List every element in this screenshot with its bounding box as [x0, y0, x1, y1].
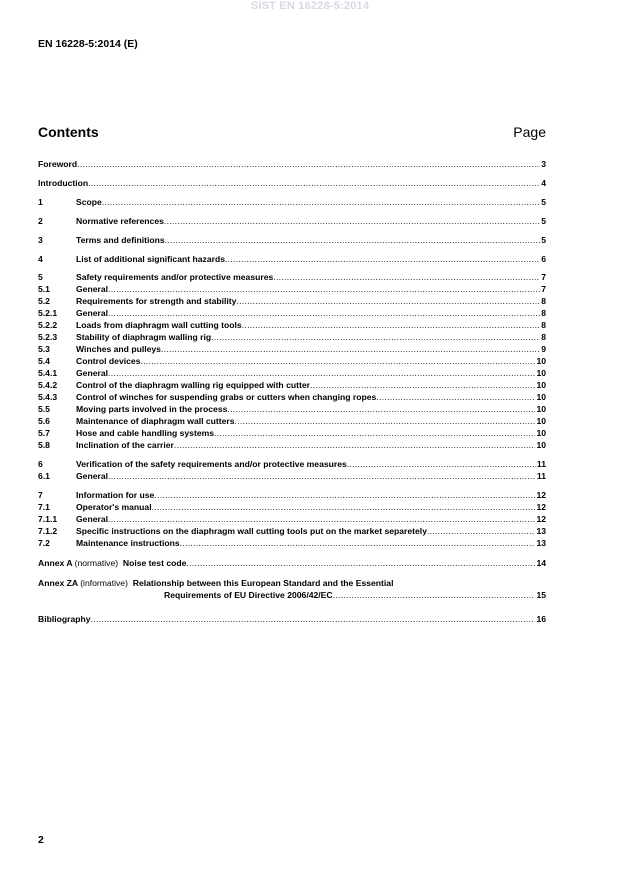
toc-entry-page: 10 [536, 440, 546, 450]
toc-entry[interactable] [38, 403, 546, 415]
toc-entry-number: 7.1.1 [38, 514, 58, 524]
toc-entry[interactable] [38, 458, 546, 470]
toc-entry-bibliography[interactable] [38, 613, 546, 625]
annex-a-heading [38, 557, 186, 569]
toc-entry[interactable] [38, 525, 546, 537]
toc-entry-page: 14 [536, 558, 546, 568]
toc-entry-title: Maintenance of diaphragm wall cutters [76, 416, 235, 426]
toc-entry[interactable] [38, 379, 546, 391]
toc-entry-page: 10 [536, 416, 546, 426]
document-id: EN 16228-5:2014 (E) [38, 38, 138, 50]
annex-kind: (informative) [80, 578, 128, 588]
toc-entry-number: 6.1 [38, 471, 50, 481]
toc-entry-title: Operator's manual [76, 502, 152, 512]
toc-entry-page: 11 [536, 471, 546, 481]
toc-entry-page: 10 [536, 368, 546, 378]
toc-entry-page: 5 [541, 197, 546, 207]
toc-entry-number: 7 [38, 490, 43, 500]
toc-entry-title: Introduction [38, 178, 89, 188]
toc-entry[interactable] [38, 271, 546, 283]
toc-entry-title: Moving parts involved in the process [76, 404, 228, 414]
toc-entry[interactable] [38, 177, 546, 189]
toc-entry-number: 5.5 [38, 404, 50, 414]
toc-entry-title: Terms and definitions [76, 235, 165, 245]
toc-entry-page: 4 [541, 178, 546, 188]
toc-entry-page: 6 [541, 254, 546, 264]
toc-entry-title: General [76, 514, 109, 524]
toc-entry-number: 5.2.2 [38, 320, 58, 330]
contents-title: Contents [38, 124, 99, 140]
toc-entry-title: General [76, 368, 109, 378]
toc-entry-number: 5.8 [38, 440, 50, 450]
toc-entry-page: 3 [541, 159, 546, 169]
toc-entry-page: 10 [536, 392, 546, 402]
toc-entry-number: 6 [38, 459, 43, 469]
toc-entry[interactable] [38, 307, 546, 319]
toc-entry-page: 10 [536, 404, 546, 414]
toc-entry[interactable] [38, 253, 546, 265]
toc-entry[interactable] [38, 355, 546, 367]
toc-entry-number: 2 [38, 216, 43, 226]
toc-entry-title: Normative references [76, 216, 164, 226]
toc-entry-page: 5 [541, 235, 546, 245]
page-column-label: Page [513, 124, 546, 140]
toc-entry[interactable] [38, 319, 546, 331]
toc-entry-number: 7.1 [38, 502, 50, 512]
toc-entry-page: 15 [536, 590, 546, 600]
toc-entry-page: 12 [536, 514, 546, 524]
toc-entry[interactable] [38, 343, 546, 355]
toc-entry-title: Inclination of the carrier [76, 440, 174, 450]
toc-entry-title: List of additional significant hazards [76, 254, 225, 264]
toc-entry-number: 5.2 [38, 296, 50, 306]
toc-entry-title: Scope [76, 197, 102, 207]
page-number: 2 [38, 834, 44, 846]
toc-entry-page: 10 [536, 380, 546, 390]
toc-entry-number: 5.1 [38, 284, 50, 294]
toc-entry-title: Stability of diaphragm walling rig [76, 332, 212, 342]
toc-entry[interactable] [38, 391, 546, 403]
toc-entry-title: Control of the diaphragm walling rig equipped with cutter [76, 380, 310, 390]
toc-entry-title: Foreword [38, 159, 78, 169]
toc-entry[interactable] [38, 283, 546, 295]
toc-entry-title: Safety requirements and/or protective measures [76, 272, 274, 282]
toc-entry[interactable] [38, 158, 546, 170]
toc-entry-page: 13 [536, 526, 546, 536]
toc-entry-number: 5.2.3 [38, 332, 58, 342]
toc-entry-page: 8 [541, 308, 546, 318]
toc-entry-title: General [76, 471, 109, 481]
annex-title-continued: Requirements of EU Directive 2006/42/EC [164, 590, 333, 600]
toc-entry-number: 5.6 [38, 416, 50, 426]
toc-entry-title: Verification of the safety requirements and/or protective measures [76, 459, 347, 469]
toc-entry-number: 3 [38, 235, 43, 245]
toc-entry-number: 5.4.2 [38, 380, 58, 390]
toc-entry[interactable] [38, 537, 546, 549]
toc-entry[interactable] [38, 470, 546, 482]
toc-entry[interactable] [38, 234, 546, 246]
toc-entry[interactable] [38, 295, 546, 307]
annex-title: Noise test code [122, 558, 187, 568]
toc-entry[interactable] [38, 513, 546, 525]
toc-entry-page: 9 [541, 344, 546, 354]
toc-entry-title: General [76, 308, 109, 318]
toc-entry[interactable] [38, 331, 546, 343]
toc-entry[interactable] [38, 215, 546, 227]
annex-kind: (normative) [74, 558, 119, 568]
toc-entry-title: Bibliography [38, 614, 91, 624]
toc-entry-title: Control of winches for suspending grabs or cutters when changing ropes [76, 392, 377, 402]
watermark: SIST EN 16228-5:2014 [250, 0, 370, 12]
toc-entry-title: Winches and pulleys [76, 344, 161, 354]
toc-entry-number: 7.1.2 [38, 526, 58, 536]
toc-entry-page: 8 [541, 320, 546, 330]
toc-entry-number: 5.4.1 [38, 368, 58, 378]
toc-entry-title: Specific instructions on the diaphragm wall cutting tools put on the market separetely [76, 526, 427, 536]
toc-entry-annex-a[interactable] [38, 557, 546, 569]
toc-entry-page: 5 [541, 216, 546, 226]
annex-label: Annex ZA [38, 578, 78, 588]
toc-entry-page: 7 [541, 272, 546, 282]
toc-entry[interactable] [38, 439, 546, 451]
toc-entry-page: 7 [541, 284, 546, 294]
toc-entry-number: 5.3 [38, 344, 50, 354]
toc-entry-annex-za-line1[interactable] [38, 577, 546, 589]
toc-entry-page: 11 [536, 459, 546, 469]
toc-entry-number: 5.2.1 [38, 308, 58, 318]
toc-entry-number: 5 [38, 272, 43, 282]
toc-entry-number: 1 [38, 197, 43, 207]
annex-za-heading [38, 577, 393, 589]
toc-entry-title: Loads from diaphragm wall cutting tools [76, 320, 242, 330]
toc-entry-number: 4 [38, 254, 43, 264]
toc-entry-page: 16 [536, 614, 546, 624]
toc-entry[interactable] [38, 367, 546, 379]
toc-entry-number: 5.7 [38, 428, 50, 438]
toc-entry-number: 5.4 [38, 356, 50, 366]
toc-entry-title: Requirements for strength and stability [76, 296, 237, 306]
annex-title: Relationship between this European Standard and the Essential [132, 578, 394, 588]
toc-entry[interactable] [38, 196, 546, 208]
toc-entry-annex-za-line2[interactable] [38, 589, 546, 601]
toc-entry-page: 8 [541, 332, 546, 342]
toc-entry-page: 10 [536, 428, 546, 438]
toc-entry-page: 10 [536, 356, 546, 366]
toc-entry-title: General [76, 284, 109, 294]
toc-entry-title: Control devices [76, 356, 141, 366]
toc-entry-number: 5.4.3 [38, 392, 58, 402]
toc-entry-page: 12 [536, 502, 546, 512]
toc-entry-title: Information for use [76, 490, 155, 500]
toc-entry[interactable] [38, 501, 546, 513]
toc-entry[interactable] [38, 489, 546, 501]
toc-entry-page: 13 [536, 538, 546, 548]
toc-entry-title: Maintenance instructions [76, 538, 180, 548]
toc-entry-title: Hose and cable handling systems [76, 428, 215, 438]
annex-label: Annex A [38, 558, 73, 568]
toc-entry[interactable] [38, 415, 546, 427]
toc-entry-page: 8 [541, 296, 546, 306]
toc-entry-page: 12 [536, 490, 546, 500]
toc-entry[interactable] [38, 427, 546, 439]
toc-entry-number: 7.2 [38, 538, 50, 548]
